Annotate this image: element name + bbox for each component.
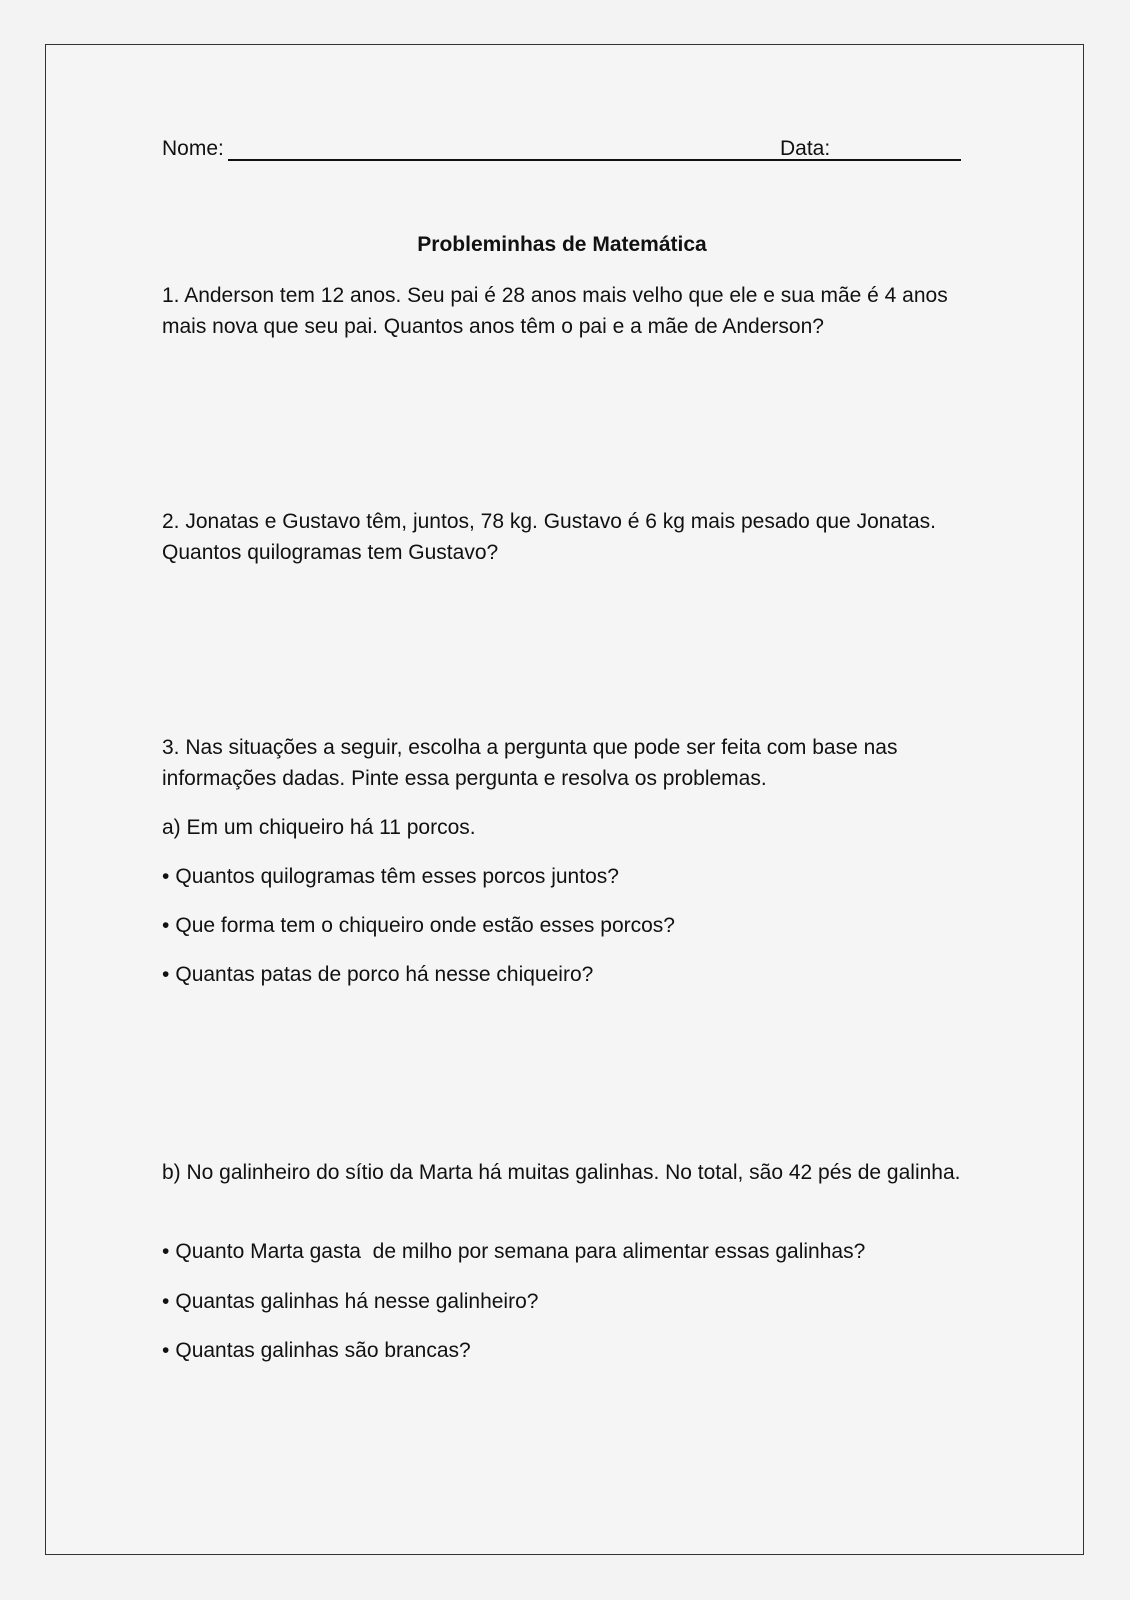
option-text: Quanto Marta gasta de milho por semana para alimentar essas galinhas? <box>175 1240 866 1263</box>
situation-b-option-3[interactable] <box>162 1336 471 1366</box>
option-text: Quantos quilogramas têm esses porcos juntos? <box>175 865 619 888</box>
option-text: Quantas galinhas são brancas? <box>175 1339 471 1362</box>
situation-a-statement: a) Em um chiqueiro há 11 porcos. <box>162 816 476 839</box>
situation-b-option-2[interactable] <box>162 1287 538 1317</box>
problem-1: 1. Anderson tem 12 anos. Seu pai é 28 anos mais velho que ele e sua mãe é 4 anos mais nova que seu pai. Quantos anos têm o pai e a mãe de Anderson? <box>162 284 948 338</box>
option-text: Quantas galinhas há nesse galinheiro? <box>175 1290 539 1313</box>
bullet-icon: • <box>162 1240 170 1263</box>
problem-2: 2. Jonatas e Gustavo têm, juntos, 78 kg. Gustavo é 6 kg mais pesado que Jonatas. Quantos quilogramas tem Gustavo? <box>162 510 936 564</box>
bullet-icon: • <box>162 963 170 986</box>
bullet-icon: • <box>162 914 170 937</box>
bullet-icon: • <box>162 865 170 888</box>
header-fields <box>162 134 961 164</box>
worksheet-title: Probleminhas de Matemática <box>417 233 707 256</box>
page-border <box>45 44 1084 1555</box>
option-text: Que forma tem o chiqueiro onde estão esses porcos? <box>175 914 675 937</box>
bullet-icon: • <box>162 1290 170 1313</box>
situation-b-statement: b) No galinheiro do sítio da Marta há muitas galinhas. No total, são 42 pés de galinha. <box>162 1161 961 1184</box>
situation-a-option-3[interactable] <box>162 960 593 990</box>
date-label: Data: <box>780 137 831 160</box>
problem-3: 3. Nas situações a seguir, escolha a pergunta que pode ser feita com base nas informações dadas. Pinte essa pergunta e resolva os problemas. <box>162 736 898 790</box>
situation-a-option-1[interactable] <box>162 862 619 892</box>
name-label: Nome: <box>162 137 224 160</box>
option-text: Quantas patas de porco há nesse chiqueiro? <box>175 963 594 986</box>
bullet-icon: • <box>162 1339 170 1362</box>
situation-b-option-1[interactable] <box>162 1237 865 1267</box>
date-blank-line[interactable] <box>838 159 961 161</box>
situation-a-option-2[interactable] <box>162 911 675 941</box>
